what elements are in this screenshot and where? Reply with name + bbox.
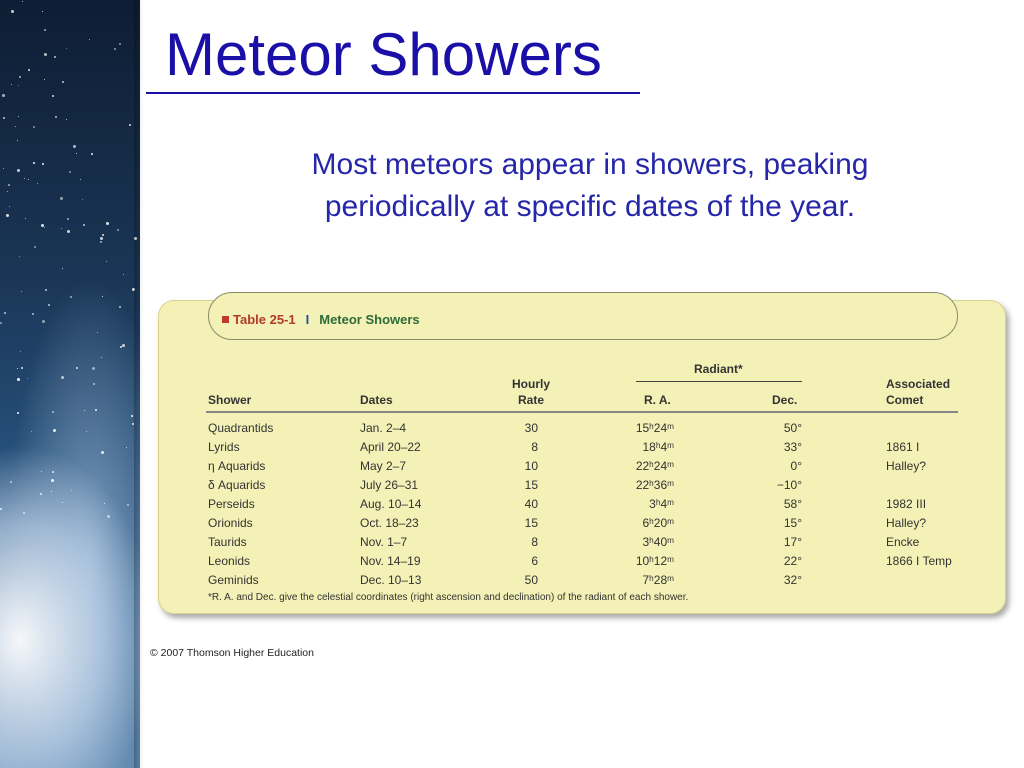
star: [97, 332, 98, 333]
cell-comet: 1982 III: [886, 497, 927, 511]
star: [86, 431, 87, 432]
cell-shower: Quadrantids: [208, 421, 274, 435]
cell-rate: 8: [531, 535, 538, 549]
night-sky-comet-image: [0, 0, 140, 768]
star: [54, 56, 56, 58]
star: [122, 344, 125, 347]
star: [7, 191, 8, 192]
star: [129, 124, 131, 126]
star: [2, 94, 5, 97]
cell-rate: 15: [524, 478, 538, 492]
star: [41, 471, 42, 472]
cell-dec: 22°: [783, 554, 802, 568]
header-shower: Shower: [208, 393, 252, 407]
star: [127, 504, 129, 506]
cell-dec: 58°: [783, 497, 802, 511]
cell-rate: 15: [524, 516, 538, 530]
table-number: Table 25-1: [233, 312, 296, 327]
star: [3, 117, 5, 119]
table-footnote: *R. A. and Dec. give the celestial coordinates (right ascension and declination) of the radiant of each shower.: [208, 592, 689, 603]
cell-dates: May 2–7: [360, 459, 407, 473]
cell-dec: 32°: [783, 573, 802, 587]
caption-separator: I: [305, 312, 310, 327]
star: [82, 199, 83, 200]
star: [11, 10, 14, 13]
star: [3, 168, 4, 169]
star: [71, 490, 72, 491]
star: [40, 493, 42, 495]
star: [37, 183, 38, 184]
cell-comet: Halley?: [886, 516, 927, 530]
star: [0, 322, 2, 324]
star: [45, 289, 47, 291]
star: [32, 313, 34, 315]
star: [15, 126, 16, 127]
star: [62, 81, 64, 83]
star: [61, 228, 62, 229]
star: [101, 451, 104, 454]
star: [18, 85, 19, 86]
star: [17, 368, 18, 369]
star: [62, 268, 63, 269]
cell-ra: 15ʰ24ᵐ: [635, 421, 674, 435]
header-hourly: Hourly: [512, 377, 551, 391]
star: [20, 351, 21, 352]
star: [10, 481, 12, 483]
star: [21, 291, 22, 292]
cell-shower: Geminids: [208, 573, 259, 587]
star: [17, 378, 20, 381]
cell-shower: Lyrids: [208, 440, 240, 454]
cell-ra: 3ʰ4ᵐ: [649, 497, 674, 511]
cell-ra: 22ʰ36ᵐ: [635, 478, 674, 492]
star: [73, 145, 76, 148]
cell-rate: 8: [531, 440, 538, 454]
star: [102, 234, 104, 236]
cell-shower: Perseids: [208, 497, 255, 511]
header-rule: [206, 411, 958, 413]
star: [106, 261, 107, 262]
star: [102, 296, 103, 297]
cell-rate: 40: [524, 497, 538, 511]
star: [24, 178, 25, 179]
star: [131, 415, 133, 417]
cell-ra: 3ʰ40ᵐ: [642, 535, 674, 549]
star: [106, 222, 109, 225]
star: [51, 479, 54, 482]
cell-ra: 7ʰ28ᵐ: [642, 573, 674, 587]
cell-dates: Dec. 10–13: [360, 573, 422, 587]
star: [25, 218, 26, 219]
cell-shower: η Aquarids: [208, 459, 266, 473]
star: [104, 503, 105, 504]
star: [84, 410, 85, 411]
star: [17, 412, 19, 414]
cell-dates: July 26–31: [360, 478, 419, 492]
cell-shower: Taurids: [208, 535, 247, 549]
cell-rate: 30: [524, 421, 538, 435]
star: [95, 409, 97, 411]
star: [28, 69, 30, 71]
star: [67, 230, 70, 233]
cell-dates: Nov. 14–19: [360, 554, 421, 568]
star: [9, 206, 10, 207]
cell-ra: 10ʰ12ᵐ: [635, 554, 674, 568]
star: [42, 320, 45, 323]
star: [28, 179, 29, 180]
star: [52, 95, 54, 97]
header-ra: R. A.: [644, 393, 671, 407]
star: [23, 512, 25, 514]
subtitle-line: periodically at specific dates of the year.: [324, 190, 856, 223]
cell-rate: 50: [524, 573, 538, 587]
cell-dec: 15°: [783, 516, 802, 530]
radiant-rule: [636, 381, 802, 382]
star: [69, 171, 71, 173]
star: [18, 116, 19, 117]
star: [0, 508, 2, 510]
cell-dec: 33°: [783, 440, 802, 454]
cell-rate: 6: [531, 554, 538, 568]
star: [41, 224, 44, 227]
star: [11, 84, 12, 85]
title-underline: [146, 92, 640, 94]
cell-dates: Jan. 2–4: [360, 421, 407, 435]
header-dates: Dates: [360, 393, 393, 407]
star: [52, 471, 54, 473]
star: [34, 246, 36, 248]
star: [55, 116, 57, 118]
star: [76, 153, 77, 154]
cell-comet: 1866 I Temp: [886, 554, 952, 568]
star: [93, 383, 95, 385]
star: [126, 447, 127, 448]
star: [51, 491, 52, 492]
star: [76, 367, 78, 369]
star: [44, 79, 45, 80]
star: [42, 163, 44, 165]
star: [31, 431, 32, 432]
star: [22, 1, 23, 2]
header-dec: Dec.: [772, 393, 798, 407]
star: [8, 184, 10, 186]
star: [4, 312, 6, 314]
header-associated: Associated: [886, 377, 951, 391]
star: [67, 218, 69, 220]
star: [117, 229, 119, 231]
star: [44, 29, 46, 31]
slide-title: Meteor Showers: [165, 21, 602, 88]
table-caption: [222, 312, 420, 327]
cell-dates: April 20–22: [360, 440, 421, 454]
cell-dec: 17°: [783, 535, 802, 549]
star: [123, 274, 124, 275]
star: [19, 76, 21, 78]
cell-dates: Oct. 18–23: [360, 516, 419, 530]
table-name: Meteor Showers: [319, 312, 420, 327]
cell-ra: 18ʰ4ᵐ: [642, 440, 674, 454]
star: [21, 367, 23, 369]
star: [91, 153, 93, 155]
cell-comet: Halley?: [886, 459, 927, 473]
star: [27, 378, 28, 379]
star: [42, 11, 43, 12]
star: [92, 367, 95, 370]
star: [119, 306, 121, 308]
cell-shower: Leonids: [208, 554, 251, 568]
star: [17, 140, 18, 141]
cell-comet: 1861 I: [886, 440, 920, 454]
star: [19, 256, 20, 257]
slide-subtitle: [240, 144, 940, 228]
header-rate: Rate: [518, 393, 545, 407]
cell-dates: Aug. 10–14: [360, 497, 422, 511]
star: [6, 214, 9, 217]
star: [80, 179, 81, 180]
cell-ra: 6ʰ20ᵐ: [642, 516, 674, 530]
star: [100, 241, 102, 243]
star: [120, 346, 122, 348]
cell-shower: Orionids: [208, 516, 253, 530]
cell-dates: Nov. 1–7: [360, 535, 408, 549]
cell-ra: 22ʰ24ᵐ: [635, 459, 674, 473]
star: [70, 296, 72, 298]
image-edge-shadow: [134, 0, 144, 768]
cell-dec: 0°: [790, 459, 802, 473]
star: [66, 119, 67, 120]
star: [44, 227, 45, 228]
copyright-notice: © 2007 Thomson Higher Education: [150, 647, 314, 659]
star: [114, 48, 116, 50]
bullet-square-icon: [222, 316, 229, 323]
star: [100, 237, 103, 240]
star: [60, 197, 63, 200]
star: [48, 304, 50, 306]
cell-dec: 50°: [783, 421, 802, 435]
star: [33, 162, 35, 164]
star: [52, 411, 54, 413]
cell-shower: δ Aquarids: [208, 478, 266, 492]
cell-rate: 10: [524, 459, 538, 473]
star: [44, 53, 47, 56]
cell-comet: Encke: [886, 535, 920, 549]
cell-dec: −10°: [776, 478, 802, 492]
star: [89, 39, 90, 40]
header-comet: Comet: [886, 393, 924, 407]
subtitle-line: Most meteors appear in showers, peaking: [311, 148, 869, 181]
star: [119, 43, 121, 45]
star: [83, 224, 85, 226]
star: [33, 126, 35, 128]
star: [17, 169, 20, 172]
star: [62, 502, 63, 503]
star: [61, 376, 64, 379]
star: [107, 515, 110, 518]
star: [53, 429, 56, 432]
table-card: [158, 300, 1006, 614]
star: [66, 48, 67, 49]
star: [101, 357, 102, 358]
header-radiant: Radiant*: [694, 362, 743, 376]
